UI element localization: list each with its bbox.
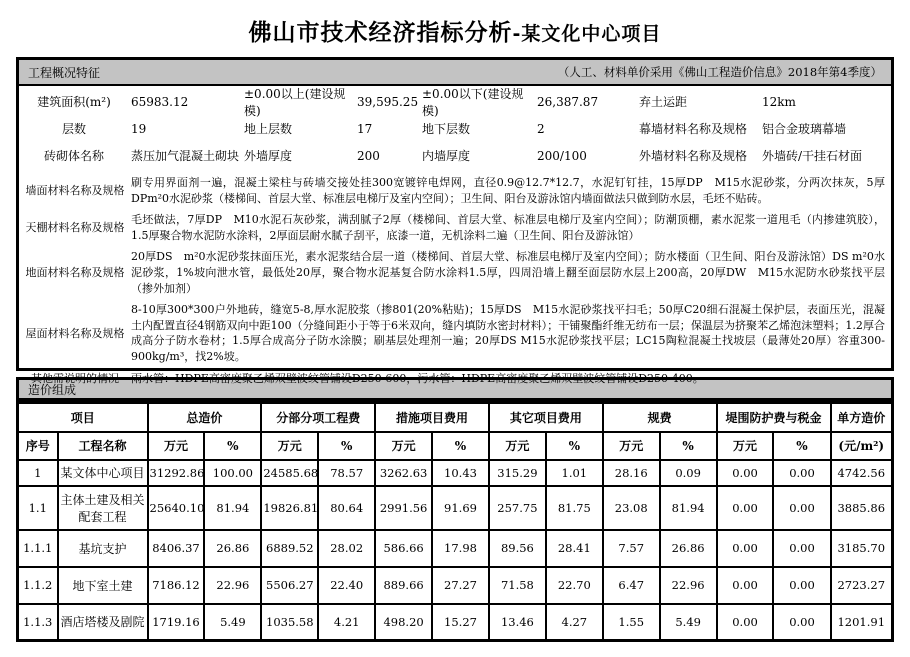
- cost-value-cell: 0.00: [717, 486, 774, 530]
- cost-value-cell: 3262.63: [375, 460, 432, 486]
- cost-value-cell: 0.00: [773, 530, 830, 567]
- cost-value-cell: 0.09: [660, 460, 717, 486]
- cost-value-cell: 7186.12: [148, 567, 205, 604]
- cost-group-header: 项目: [18, 403, 148, 432]
- cost-value-cell: 19826.81: [261, 486, 318, 530]
- cost-sub-header: %: [204, 432, 261, 460]
- cost-value-cell: 10.43: [432, 460, 489, 486]
- cost-value-cell: 4.21: [318, 604, 375, 641]
- cost-value-cell: 31292.86: [148, 460, 205, 486]
- cost-value-cell: 81.94: [660, 486, 717, 530]
- cost-group-header: 措施项目费用: [375, 403, 489, 432]
- project-name-cell: 基坑支护: [58, 530, 148, 567]
- cost-sub-header: %: [318, 432, 375, 460]
- overview-header-note: （人工、材料单价采用《佛山工程造价信息》2018年第4季度）: [557, 65, 882, 79]
- cost-value-cell: 81.75: [546, 486, 603, 530]
- cost-group-header: 分部分项工程费: [261, 403, 375, 432]
- spec-row: [19, 368, 891, 390]
- cost-section-title: 造价组成: [28, 382, 77, 397]
- cost-value-cell: 0.00: [717, 567, 774, 604]
- info-label: ±0.00以下(建设规模): [422, 86, 524, 118]
- cost-table-row: [18, 604, 893, 641]
- spec-label: 天棚材料名称及规格: [25, 221, 125, 235]
- spec-text: 20厚DS m²0水泥砂浆抹面压光，素水泥浆结合层一道（楼梯间、首层大堂、标准层电梯厅及室内空间）；防水楼面（卫生间、阳台及游泳馆）DS m²0水泥砂浆，1%坡向泄水管，最低处20厚，聚合物水泥基复合防水涂料1.5厚，四周沿墙上翻至面层防水层上200高，20厚DW M15水泥防水砂浆找平层（掺外加剂）: [131, 250, 885, 295]
- cost-table-row: [18, 567, 893, 604]
- page-title-main: 佛山市技术经济指标分析: [248, 20, 513, 46]
- cost-group-header: 其它项目费用: [489, 403, 603, 432]
- cost-value-cell: 1035.58: [261, 604, 318, 641]
- row-index-cell: 1: [18, 460, 58, 486]
- cost-value-cell: 80.64: [318, 486, 375, 530]
- info-label: 层数: [61, 122, 86, 136]
- info-value: 200/100: [537, 148, 587, 163]
- cost-table-row: [18, 460, 893, 486]
- cost-value-cell: 0.00: [773, 567, 830, 604]
- cost-value-cell: 25640.10: [148, 486, 205, 530]
- cost-sub-header: 万元: [603, 432, 660, 460]
- spec-text: 雨水管：HDPE高密度聚乙烯双壁波纹管铺设D250-600，污水管：HDPE高密度聚乙烯双壁波纹管铺设D250-400。: [131, 371, 704, 385]
- cost-value-cell: 1.55: [603, 604, 660, 641]
- overview-header-bar: [19, 60, 891, 86]
- spec-row: [19, 246, 891, 299]
- info-label: 幕墙材料名称及规格: [639, 122, 748, 136]
- info-label: 外墙厚度: [244, 149, 293, 163]
- cost-value-cell: 1201.91: [831, 604, 893, 641]
- cost-sub-header: %: [660, 432, 717, 460]
- row-index-cell: 1.1.2: [18, 567, 58, 604]
- row-index-cell: 1.1.3: [18, 604, 58, 641]
- cost-value-cell: 5.49: [204, 604, 261, 641]
- cost-value-cell: 22.96: [660, 567, 717, 604]
- cost-value-cell: 498.20: [375, 604, 432, 641]
- cost-value-cell: 5506.27: [261, 567, 318, 604]
- page-title-sub: -某文化中心项目: [512, 23, 662, 45]
- project-name-cell: 某文体中心项目: [58, 460, 148, 486]
- project-name-cell: 酒店塔楼及剧院: [58, 604, 148, 641]
- overview-spec-rows: [19, 172, 891, 389]
- cost-value-cell: 27.27: [432, 567, 489, 604]
- cost-value-cell: 0.00: [773, 604, 830, 641]
- cost-value-cell: 1719.16: [148, 604, 205, 641]
- cost-value-cell: 0.00: [717, 530, 774, 567]
- cost-table-row: [18, 486, 893, 530]
- cost-value-cell: 81.94: [204, 486, 261, 530]
- cost-sub-header: 万元: [717, 432, 774, 460]
- cost-sub-header: 万元: [148, 432, 205, 460]
- row-index-cell: 1.1: [18, 486, 58, 530]
- cost-value-cell: 100.00: [204, 460, 261, 486]
- spec-label: 屋面材料名称及规格: [25, 326, 125, 340]
- cost-value-cell: 26.86: [660, 530, 717, 567]
- cost-value-cell: 315.29: [489, 460, 546, 486]
- cost-value-cell: 8406.37: [148, 530, 205, 567]
- info-label: 砖砌体名称: [43, 149, 104, 163]
- cost-value-cell: 2723.27: [831, 567, 893, 604]
- cost-value-cell: 7.57: [603, 530, 660, 567]
- cost-value-cell: 5.49: [660, 604, 717, 641]
- info-value: 26,387.87: [537, 94, 599, 109]
- cost-value-cell: 24585.68: [261, 460, 318, 486]
- cost-value-cell: 1.01: [546, 460, 603, 486]
- info-value: 65983.12: [131, 94, 189, 109]
- info-label: 外墙材料名称及规格: [639, 149, 748, 163]
- cost-sub-header: 工程名称: [58, 432, 148, 460]
- cost-value-cell: 17.98: [432, 530, 489, 567]
- info-value: 2: [537, 121, 545, 136]
- cost-value-cell: 13.46: [489, 604, 546, 641]
- spec-row: [19, 209, 891, 246]
- cost-sub-header: (元/m²): [831, 432, 893, 460]
- cost-sub-header: 万元: [261, 432, 318, 460]
- info-value: 200: [357, 148, 380, 163]
- cost-value-cell: 91.69: [432, 486, 489, 530]
- cost-group-header: 堤围防护费与税金: [717, 403, 831, 432]
- cost-value-cell: 28.02: [318, 530, 375, 567]
- info-label: ±0.00以上(建设规模): [244, 86, 346, 118]
- cost-value-cell: 0.00: [717, 604, 774, 641]
- project-name-cell: 主体土建及相关配套工程: [58, 486, 148, 530]
- cost-value-cell: 22.70: [546, 567, 603, 604]
- cost-value-cell: 0.00: [717, 460, 774, 486]
- cost-sub-header: %: [432, 432, 489, 460]
- info-value: 蒸压加气混凝土砌块: [131, 149, 240, 163]
- info-label: 内墙厚度: [422, 149, 471, 163]
- cost-value-cell: 586.66: [375, 530, 432, 567]
- info-value: 铝合金玻璃幕墙: [762, 122, 847, 136]
- info-value: 19: [131, 121, 147, 136]
- cost-table-row: [18, 530, 893, 567]
- cost-value-cell: 78.57: [318, 460, 375, 486]
- spec-text: 刷专用界面剂一遍，混凝土梁柱与砖墙交接处挂300宽镀锌电焊网，直径0.9@12.7*12.7，水泥钉钉挂，15厚DP M15水泥砂浆，分两次抹灰，5厚DPm²0水泥砂浆（楼梯间、首层大堂、标准层电梯厅及室内空间）；卫生间、阳台及游泳馆内墙面做法只做到防水层，毛坯不贴砖。: [131, 176, 885, 205]
- cost-value-cell: 257.75: [489, 486, 546, 530]
- cost-sub-header: %: [546, 432, 603, 460]
- cost-value-cell: 4742.56: [831, 460, 893, 486]
- cost-sub-header: %: [773, 432, 830, 460]
- cost-value-cell: 3185.70: [831, 530, 893, 567]
- row-index-cell: 1.1.1: [18, 530, 58, 567]
- cost-value-cell: 0.00: [773, 486, 830, 530]
- cost-value-cell: 28.16: [603, 460, 660, 486]
- cost-value-cell: 22.96: [204, 567, 261, 604]
- cost-sub-header: 序号: [18, 432, 58, 460]
- info-label: 弃土运距: [639, 95, 688, 109]
- cost-value-cell: 0.00: [773, 460, 830, 486]
- cost-value-cell: 26.86: [204, 530, 261, 567]
- cost-value-cell: 15.27: [432, 604, 489, 641]
- info-value: 17: [357, 121, 373, 136]
- info-value: 39,595.25: [357, 94, 419, 109]
- cost-value-cell: 2991.56: [375, 486, 432, 530]
- cost-sub-header: 万元: [375, 432, 432, 460]
- cost-group-header: 规费: [603, 403, 717, 432]
- info-value: 12km: [762, 94, 796, 109]
- cost-value-cell: 22.40: [318, 567, 375, 604]
- cost-value-cell: 28.41: [546, 530, 603, 567]
- cost-group-header: 总造价: [148, 403, 262, 432]
- overview-info-grid: [19, 88, 891, 169]
- spec-text: 8-10厚300*300户外地砖，缝宽5-8,厚水泥胶浆（掺801(20%粘贴)；15厚DS M15水泥砂浆找平扫毛；50厚C20细石混凝土保护层，表面压光，混凝土内配置直径4钢筋双向中距100（分缝间距小于等于6米双向，缝内填防水密封材料）；干铺聚酯纤维无纺布一层；保温层为挤聚苯乙烯泡沫塑料；1.2厚合成高分子防水卷材；1.5厚合成高分子防水涂膜；刷基层处理剂一遍；20厚DS M15水泥砂浆找平层；LC15陶粒混凝土找坡层（最薄处20厚）容重300-900kg/m³，找2%坡。: [131, 303, 885, 364]
- cost-value-cell: 4.27: [546, 604, 603, 641]
- cost-value-cell: 6889.52: [261, 530, 318, 567]
- info-label: 建筑面积(m²): [37, 95, 111, 109]
- page-title: [0, 14, 910, 47]
- cost-sub-header: 万元: [489, 432, 546, 460]
- cost-composition-table: [16, 401, 894, 642]
- info-value: 外墙砖/干挂石材面: [762, 149, 863, 163]
- cost-value-cell: 23.08: [603, 486, 660, 530]
- spec-row: [19, 299, 891, 367]
- spec-text: 毛坯做法，7厚DP M10水泥石灰砂浆，满刮腻子2厚（楼梯间、首层大堂、标准层电梯厅及室内空间）；防潮顶棚，素水泥浆一道甩毛（内掺建筑胶），1.5厚聚合物水泥防水涂料，2厚面层耐水腻子刮平，底漆一道，无机涂料二遍（卫生间、阳台及游泳馆）: [131, 213, 885, 242]
- spec-row: [19, 172, 891, 209]
- cost-value-cell: 3885.86: [831, 486, 893, 530]
- spec-label: 地面材料名称及规格: [25, 266, 125, 280]
- spec-label: 墙面材料名称及规格: [25, 183, 125, 197]
- info-label: 地上层数: [244, 122, 293, 136]
- cost-value-cell: 889.66: [375, 567, 432, 604]
- info-label: 地下层数: [422, 122, 471, 136]
- project-overview-box: [16, 57, 894, 385]
- project-name-cell: 地下室土建: [58, 567, 148, 604]
- overview-header-title: 工程概况特征: [28, 65, 101, 80]
- spec-label: 其他需说明的情况: [31, 371, 119, 385]
- cost-value-cell: 89.56: [489, 530, 546, 567]
- document-page: [0, 14, 910, 657]
- cost-value-cell: 6.47: [603, 567, 660, 604]
- cost-group-header: 单方造价: [831, 403, 893, 432]
- cost-value-cell: 71.58: [489, 567, 546, 604]
